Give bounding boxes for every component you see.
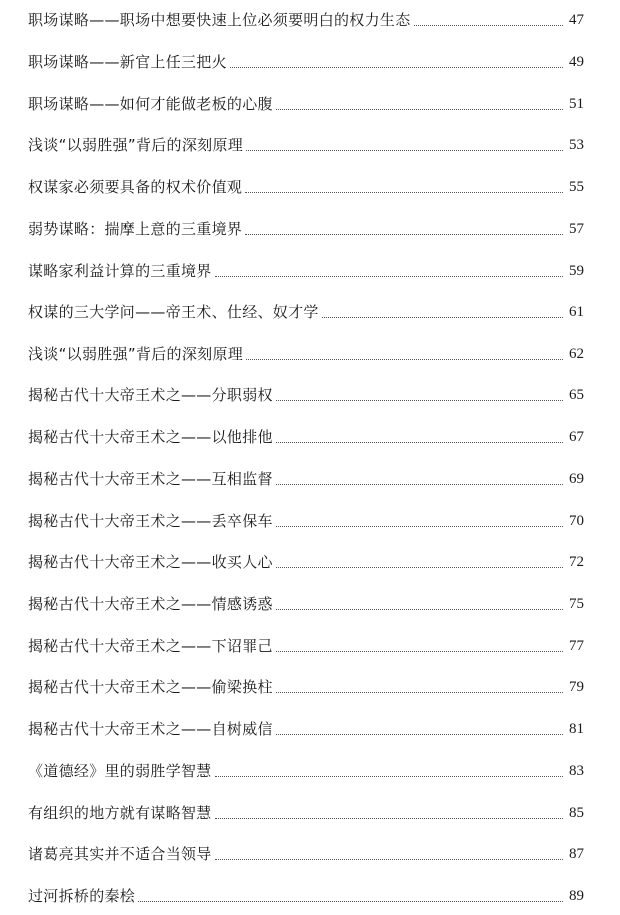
dot-leader bbox=[276, 734, 563, 735]
toc-entry[interactable] bbox=[28, 379, 584, 405]
toc-page-number: 72 bbox=[569, 554, 584, 570]
toc-page-number: 81 bbox=[569, 721, 584, 737]
toc-entry-title: 权谋家必须要具备的权术价值观 bbox=[28, 178, 243, 196]
dot-leader bbox=[276, 442, 563, 443]
dot-leader bbox=[246, 150, 563, 151]
toc-entry[interactable] bbox=[28, 213, 584, 239]
toc-entry[interactable] bbox=[28, 338, 584, 364]
toc-entry-title: 揭秘古代十大帝王术之——自树威信 bbox=[28, 720, 273, 738]
toc-page-number: 61 bbox=[569, 304, 584, 320]
toc-page-number: 77 bbox=[569, 638, 584, 654]
toc-page-number: 67 bbox=[569, 429, 584, 445]
toc-entry-title: 浅谈“以弱胜强”背后的深刻原理 bbox=[28, 136, 244, 154]
toc-entry[interactable] bbox=[28, 546, 584, 572]
toc-page-number: 87 bbox=[569, 846, 584, 862]
toc-entry-title: 诸葛亮其实并不适合当领导 bbox=[28, 845, 212, 863]
toc-page-number: 53 bbox=[569, 137, 584, 153]
dot-leader bbox=[215, 776, 563, 777]
toc-entry[interactable] bbox=[28, 4, 584, 30]
toc-entry-title: 揭秘古代十大帝王术之——以他排他 bbox=[28, 428, 273, 446]
dot-leader bbox=[138, 901, 563, 902]
dot-leader bbox=[276, 109, 563, 110]
dot-leader bbox=[245, 192, 563, 193]
toc-entry-title: 过河拆桥的秦桧 bbox=[28, 887, 136, 905]
toc-entry[interactable] bbox=[28, 880, 584, 906]
dot-leader bbox=[276, 567, 563, 568]
toc-entry-title: 揭秘古代十大帝王术之——下诏罪己 bbox=[28, 637, 273, 655]
dot-leader bbox=[230, 67, 563, 68]
toc-entry-title: 揭秘古代十大帝王术之——丢卒保车 bbox=[28, 512, 273, 530]
toc-entry[interactable] bbox=[28, 463, 584, 489]
toc-entry[interactable] bbox=[28, 671, 584, 697]
toc-entry[interactable] bbox=[28, 421, 584, 447]
toc-page-number: 69 bbox=[569, 471, 584, 487]
dot-leader bbox=[276, 526, 563, 527]
dot-leader bbox=[276, 651, 563, 652]
toc-entry[interactable] bbox=[28, 755, 584, 781]
toc-entry[interactable] bbox=[28, 588, 584, 614]
toc-entry[interactable] bbox=[28, 797, 584, 823]
toc-entry-title: 谋略家利益计算的三重境界 bbox=[28, 262, 212, 280]
toc-page-number: 59 bbox=[569, 263, 584, 279]
dot-leader bbox=[215, 276, 563, 277]
toc-entry[interactable] bbox=[28, 505, 584, 531]
dot-leader bbox=[276, 609, 563, 610]
toc-entry[interactable] bbox=[28, 255, 584, 281]
toc-page-number: 62 bbox=[569, 346, 584, 362]
dot-leader bbox=[215, 859, 563, 860]
toc-page-number: 89 bbox=[569, 888, 584, 904]
toc-page-number: 65 bbox=[569, 387, 584, 403]
dot-leader bbox=[322, 317, 563, 318]
toc-entry[interactable] bbox=[28, 88, 584, 114]
toc-entry[interactable] bbox=[28, 838, 584, 864]
toc-entry-title: 《道德经》里的弱胜学智慧 bbox=[28, 762, 212, 780]
toc-entry[interactable] bbox=[28, 296, 584, 322]
toc-entry-title: 揭秘古代十大帝王术之——互相监督 bbox=[28, 470, 273, 488]
toc-entry[interactable] bbox=[28, 46, 584, 72]
dot-leader bbox=[276, 484, 563, 485]
toc-page-number: 79 bbox=[569, 679, 584, 695]
toc-page-number: 57 bbox=[569, 221, 584, 237]
toc-page-number: 55 bbox=[569, 179, 584, 195]
toc-page-number: 51 bbox=[569, 96, 584, 112]
dot-leader bbox=[246, 359, 563, 360]
dot-leader bbox=[215, 818, 563, 819]
toc-page-number: 70 bbox=[569, 513, 584, 529]
toc-entry[interactable] bbox=[28, 129, 584, 155]
toc-entry-title: 职场谋略——职场中想要快速上位必须要明白的权力生态 bbox=[28, 11, 411, 29]
dot-leader bbox=[276, 400, 563, 401]
toc-entry[interactable] bbox=[28, 630, 584, 656]
toc-entry-title: 职场谋略——新官上任三把火 bbox=[28, 53, 227, 71]
dot-leader bbox=[276, 692, 563, 693]
toc-page-number: 47 bbox=[569, 12, 584, 28]
dot-leader bbox=[414, 25, 563, 26]
toc-page-number: 83 bbox=[569, 763, 584, 779]
toc-entry-title: 浅谈“以弱胜强”背后的深刻原理 bbox=[28, 345, 244, 363]
toc-entry-title: 权谋的三大学问——帝王术、仕经、奴才学 bbox=[28, 303, 319, 321]
toc-entry[interactable] bbox=[28, 171, 584, 197]
toc-entry[interactable] bbox=[28, 713, 584, 739]
toc-page-number: 49 bbox=[569, 54, 584, 70]
toc-entry-title: 弱势谋略：揣摩上意的三重境界 bbox=[28, 220, 243, 238]
toc-entry-title: 揭秘古代十大帝王术之——分职弱权 bbox=[28, 386, 273, 404]
toc-entry-title: 揭秘古代十大帝王术之——偷梁换柱 bbox=[28, 678, 273, 696]
toc-entry-title: 揭秘古代十大帝王术之——情感诱惑 bbox=[28, 595, 273, 613]
toc-page-number: 85 bbox=[569, 805, 584, 821]
dot-leader bbox=[245, 234, 563, 235]
toc-entry-title: 有组织的地方就有谋略智慧 bbox=[28, 804, 212, 822]
toc-entry-title: 揭秘古代十大帝王术之——收买人心 bbox=[28, 553, 273, 571]
toc-page-number: 75 bbox=[569, 596, 584, 612]
toc-entry-title: 职场谋略——如何才能做老板的心腹 bbox=[28, 95, 273, 113]
